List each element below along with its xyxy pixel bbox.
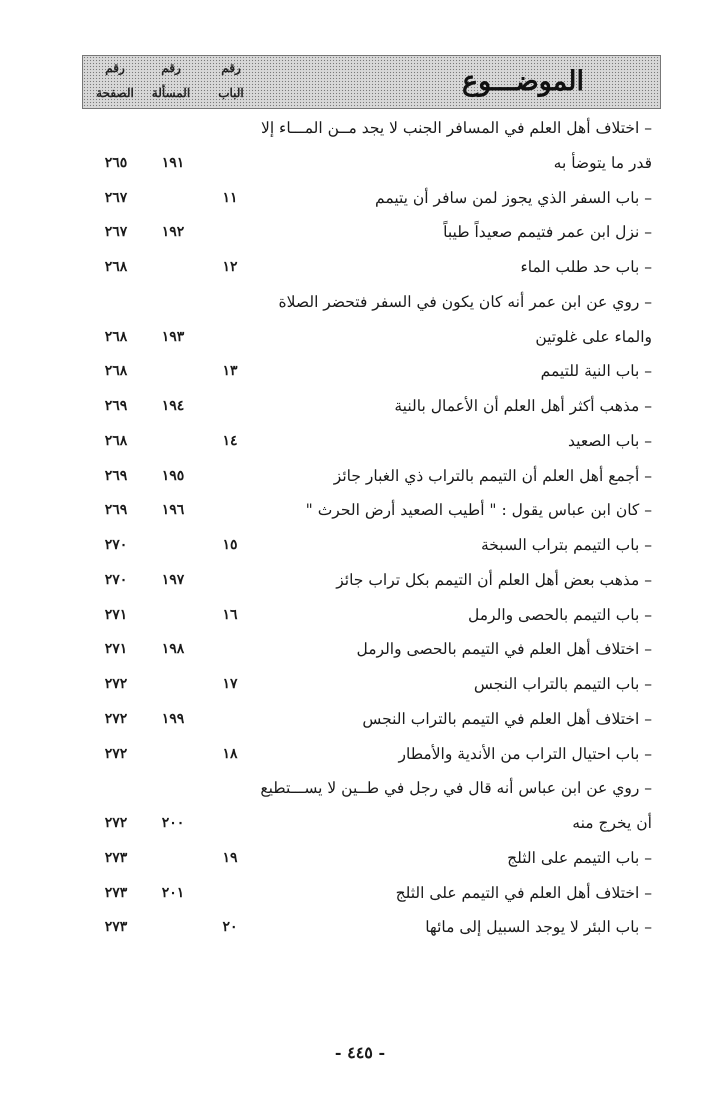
row-topic: – باب التيمم بالتراب النجس [473, 675, 652, 693]
row-topic: – باب النية للتيمم [540, 362, 652, 381]
row-bab-number: ١٣ [222, 363, 238, 380]
row-page-number: ٢٦٩ [104, 398, 128, 414]
table-row [0, 321, 720, 355]
table-row [0, 772, 720, 806]
header-col-safha-line1: رقم [105, 61, 125, 75]
header-title: الموضـــوع [461, 66, 584, 97]
header-col-masala-line1: رقم [161, 61, 181, 75]
row-masala-number: ١٩٣ [161, 328, 185, 345]
row-bab-number: ٢٠ [222, 919, 238, 936]
row-topic: قدر ما يتوضأ به [553, 153, 652, 172]
header-col-masala-line2: المسألة [151, 86, 191, 100]
row-page-number: ٢٦٩ [104, 467, 128, 484]
table-row [0, 147, 720, 181]
row-bab-number: ١١ [222, 189, 238, 206]
table-row [0, 182, 720, 216]
table-row [0, 877, 720, 911]
row-page-number: ٢٦٩ [104, 502, 128, 519]
row-topic: – روي عن ابن عمر أنه كان يكون في السفر فتحضر الصلاة [278, 292, 652, 311]
row-masala-number: ١٩٢ [161, 224, 185, 241]
header-col-safha-line2: الصفحة [96, 86, 134, 100]
row-page-number: ٢٦٨ [104, 363, 128, 380]
row-page-number: ٢٧١ [104, 606, 128, 623]
row-topic: – باب السفر الذي يجوز لمن سافر أن يتيمم [375, 188, 652, 207]
row-topic: – اختلاف أهل العلم في التيمم على الثلج [395, 883, 652, 902]
row-masala-number: ١٩١ [161, 154, 185, 171]
row-page-number: ٢٧٢ [104, 710, 128, 727]
row-topic: – اختلاف أهل العلم في التيمم بالحصى والرمل [356, 640, 652, 659]
row-masala-number: ١٩٧ [161, 571, 185, 588]
table-row [0, 425, 720, 459]
row-topic: – اختلاف أهل العلم في التيمم بالتراب النجس [362, 709, 652, 728]
table-row [0, 460, 720, 494]
row-page-number: ٢٧٢ [104, 745, 128, 762]
row-masala-number: ١٩٥ [161, 467, 185, 484]
row-page-number: ٢٧٠ [104, 571, 128, 588]
row-page-number: ٢٦٨ [104, 328, 128, 345]
table-row [0, 911, 720, 945]
row-topic: – اختلاف أهل العلم في المسافر الجنب لا يجد مــن المـــاء إلا [260, 119, 652, 137]
table-row [0, 216, 720, 250]
row-bab-number: ١٢ [222, 259, 238, 275]
row-topic: – باب التيمم بالحصى والرمل [468, 605, 652, 624]
row-topic: – روي عن ابن عباس أنه قال في رجل في طــين لا يســـتطيع [260, 779, 652, 798]
row-topic: والماء على غلوتين [535, 327, 652, 346]
row-page-number: ٢٦٨ [104, 259, 128, 275]
row-topic: – مذهب بعض أهل العلم أن التيمم بكل تراب جائز [336, 570, 652, 589]
row-page-number: ٢٧٣ [104, 919, 128, 936]
table-row [0, 355, 720, 389]
table-row [0, 251, 720, 285]
row-page-number: ٢٧٠ [104, 537, 128, 553]
row-topic: أن يخرج منه [572, 814, 652, 832]
row-masala-number: ١٩٦ [161, 502, 185, 519]
table-row [0, 112, 720, 146]
table-row [0, 842, 720, 876]
table-row [0, 668, 720, 702]
table-row [0, 564, 720, 598]
row-bab-number: ١٧ [222, 676, 238, 692]
row-page-number: ٢٧٢ [104, 676, 128, 692]
table-row [0, 703, 720, 737]
row-bab-number: ١٩ [222, 849, 238, 866]
row-topic: – باب احتيال التراب من الأندية والأمطار [398, 744, 652, 763]
table-row [0, 286, 720, 320]
table-row [0, 529, 720, 563]
row-page-number: ٢٦٧ [104, 189, 128, 206]
row-page-number: ٢٦٥ [104, 154, 128, 171]
row-masala-number: ١٩٤ [161, 398, 185, 414]
table-row [0, 390, 720, 424]
row-topic: – باب الصعيد [568, 431, 652, 450]
row-topic: – نزل ابن عمر فتيمم صعيداً طيباً [443, 223, 652, 242]
row-page-number: ٢٦٧ [104, 224, 128, 241]
row-bab-number: ١٤ [222, 432, 238, 449]
page-number: - ٤٤٥ - [334, 1043, 386, 1062]
row-page-number: ٢٧١ [104, 641, 128, 658]
row-page-number: ٢٧٢ [104, 815, 128, 831]
row-topic: – باب التيمم على الثلج [507, 848, 652, 867]
row-masala-number: ٢٠٠ [161, 815, 185, 831]
row-masala-number: ٢٠١ [161, 884, 185, 901]
table-row [0, 807, 720, 841]
table-header [82, 55, 661, 109]
row-bab-number: ١٨ [222, 745, 238, 762]
header-col-bab-line2: الباب [218, 86, 244, 100]
row-topic: – باب حد طلب الماء [520, 258, 652, 276]
table-row [0, 494, 720, 528]
row-page-number: ٢٧٣ [104, 849, 128, 866]
row-masala-number: ١٩٨ [161, 641, 185, 658]
row-topic: – أجمع أهل العلم أن التيمم بالتراب ذي الغبار جائز [333, 466, 652, 485]
header-col-bab-line1: رقم [221, 61, 241, 75]
row-bab-number: ١٥ [222, 537, 238, 553]
table-row [0, 738, 720, 772]
row-masala-number: ١٩٩ [161, 710, 185, 727]
row-topic: – كان ابن عباس يقول : " أطيب الصعيد أرض الحرث " [305, 501, 652, 520]
row-topic: – باب البئر لا يوجد السبيل إلى مائها [425, 918, 652, 937]
table-row [0, 599, 720, 633]
table-row [0, 633, 720, 667]
row-topic: – باب التيمم بتراب السبخة [480, 536, 652, 554]
row-topic: – مذهب أكثر أهل العلم أن الأعمال بالنية [394, 397, 652, 415]
row-page-number: ٢٦٨ [104, 432, 128, 449]
row-page-number: ٢٧٣ [104, 884, 128, 901]
row-bab-number: ١٦ [222, 606, 238, 623]
